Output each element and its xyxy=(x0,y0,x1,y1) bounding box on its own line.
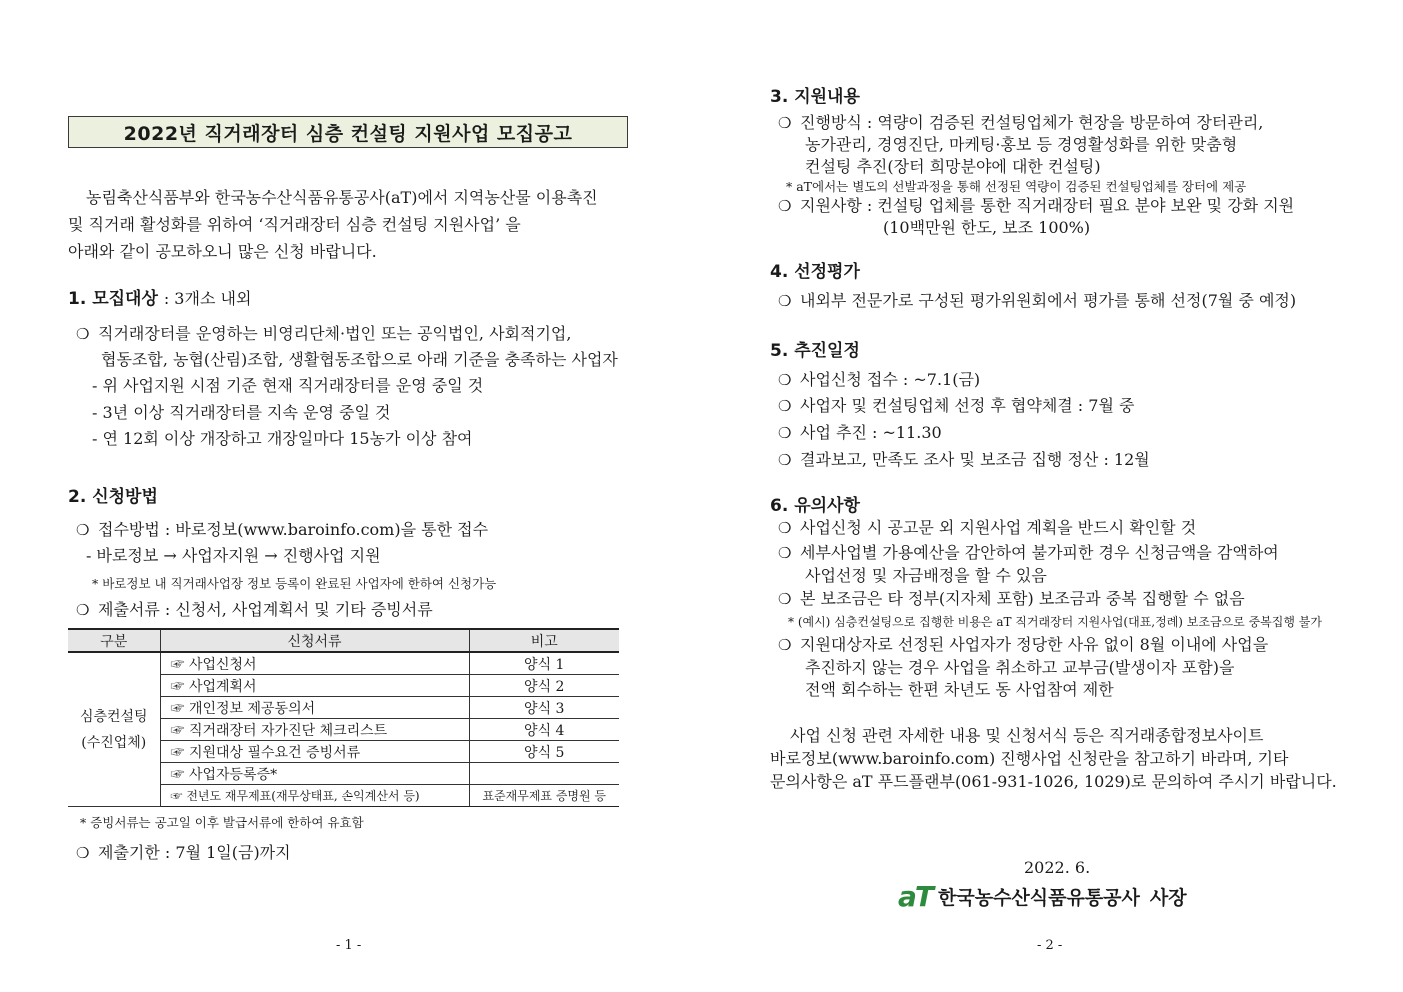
s5-line: ❍ 사업신청 접수 : ~7.1(금) xyxy=(778,370,981,389)
document-item: ☞ 사업계획서 xyxy=(160,675,469,697)
section-4-heading: 4. 선정평가 xyxy=(770,262,860,282)
s6-line: ❍ 본 보조금은 타 정부(지자체 포함) 보조금과 중복 집행할 수 없음 xyxy=(778,589,1245,608)
table-header-row xyxy=(68,629,619,652)
bullet-circle-icon: ❍ xyxy=(778,451,792,469)
bullet-circle-icon: ❍ xyxy=(778,544,792,562)
document-note: 양식 1 xyxy=(469,652,619,675)
page-number: - 2 - xyxy=(1037,938,1063,953)
section-2-heading: 2. 신청방법 xyxy=(68,487,158,507)
issue-date: 2022. 6. xyxy=(1024,858,1091,877)
s3-support-detail: (10백만원 한도, 보조 100%) xyxy=(883,218,1091,237)
bullet-circle-icon: ❍ xyxy=(76,521,90,539)
documents-table xyxy=(68,628,619,807)
bullet-circle-icon: ❍ xyxy=(778,590,792,608)
intro-paragraph xyxy=(68,184,628,265)
bullet-circle-icon: ❍ xyxy=(76,601,90,619)
s3-line: ❍ 진행방식 : 역량이 검증된 컨설팅업체가 현장을 방문하여 장터관리, xyxy=(778,113,1264,132)
intro-line: 농림축산식품부와 한국농수산식품유통공사(aT)에서 지역농산물 이용촉진 xyxy=(86,188,598,207)
s4-line: ❍ 내외부 전문가로 구성된 평가위원회에서 평가를 통해 선정(7월 중 예정) xyxy=(778,291,1297,310)
s3-line: 농가관리, 경영진단, 마케팅·홍보 등 경영활성화를 위한 맞춤형 xyxy=(805,135,1238,154)
bullet-circle-icon: ❍ xyxy=(778,197,792,215)
s1-line: 협동조합, 농협(산림)조합, 생활협동조합으로 아래 기준을 충족하는 사업자 xyxy=(101,350,618,369)
s1-line: ❍ 직거래장터를 운영하는 비영리단체·법인 또는 공익법인, 사회적기업, xyxy=(76,324,572,343)
section-3-heading: 3. 지원내용 xyxy=(770,87,860,107)
category-label: 심층컨설팅 xyxy=(79,708,148,725)
s6-line: 사업선정 및 자금배정을 할 수 있음 xyxy=(805,566,1047,585)
s3-note: * aT에서는 별도의 선발과정을 통해 선정된 역량이 검증된 컨설팅업체를 장터에 제공 xyxy=(786,179,1247,194)
bullet-circle-icon: ❍ xyxy=(778,292,792,310)
bullet-circle-icon: ❍ xyxy=(76,844,90,862)
s5-line: ❍ 사업자 및 컨설팅업체 선정 후 협약체결 : 7월 중 xyxy=(778,396,1135,415)
s1-criteria: - 위 사업지원 시점 기준 현재 직거래장터를 운영 중일 것 xyxy=(92,376,484,395)
document-item: ☞ 지원대상 필수요건 증빙서류 xyxy=(160,741,469,763)
at-logo-icon: aT xyxy=(898,880,932,913)
bullet-circle-icon: ❍ xyxy=(778,371,792,389)
category-cell xyxy=(68,652,160,807)
s6-line: 추진하지 않는 경우 사업을 취소하고 교부금(발생이자 포함)을 xyxy=(805,658,1235,677)
intro-line: 및 직거래 활성화를 위하여 ‘직거래장터 심층 컨설팅 지원사업’ 을 xyxy=(68,215,521,234)
document-note: 양식 3 xyxy=(469,697,619,719)
s6-line: 전액 회수하는 한편 차년도 동 사업참여 제한 xyxy=(805,680,1114,699)
document-note: 표준재무제표 증명원 등 xyxy=(469,785,619,807)
closing-line: 문의사항은 aT 푸드플랜부(061-931-1026, 1029)로 문의하여 주시기 바랍니다. xyxy=(770,772,1337,791)
page-number: - 1 - xyxy=(336,938,362,953)
category-label: (수진업체) xyxy=(81,734,147,751)
closing-line: 사업 신청 관련 자세한 내용 및 신청서식 등은 직거래종합정보사이트 xyxy=(790,726,1264,745)
s5-line: ❍ 결과보고, 만족도 조사 및 보조금 집행 정산 : 12월 xyxy=(778,450,1150,469)
bullet-circle-icon: ❍ xyxy=(778,114,792,132)
table-footnote: * 증빙서류는 공고일 이후 발급서류에 한하여 유효함 xyxy=(80,815,364,830)
intro-line: 아래와 같이 공모하오니 많은 신청 바랍니다. xyxy=(68,242,377,261)
s1-criteria: - 연 12회 이상 개장하고 개장일마다 15농가 이상 참여 xyxy=(92,429,473,448)
s2-path: - 바로정보 → 사업자지원 → 진행사업 지원 xyxy=(86,546,381,565)
bullet-circle-icon: ❍ xyxy=(76,325,90,343)
bullet-circle-icon: ❍ xyxy=(778,636,792,654)
section-1-subtitle: : 3개소 내외 xyxy=(163,289,252,308)
section-1-title: 1. 모집대상 xyxy=(68,289,158,309)
bullet-circle-icon: ❍ xyxy=(778,397,792,415)
bullet-circle-icon: ❍ xyxy=(778,424,792,442)
document-item: ☞ 사업신청서 xyxy=(160,652,469,675)
document-item: ☞ 사업자등록증* xyxy=(160,763,469,785)
document-note xyxy=(469,763,619,785)
s2-note: * 바로정보 내 직거래사업장 정보 등록이 완료된 사업자에 한하여 신청가능 xyxy=(92,576,497,591)
page-1 xyxy=(0,0,700,992)
table-header: 신청서류 xyxy=(160,629,469,652)
s2-line: ❍ 접수방법 : 바로정보(www.baroinfo.com)을 통한 접수 xyxy=(76,520,489,539)
document-item: ☞ 직거래장터 자가진단 체크리스트 xyxy=(160,719,469,741)
table-row xyxy=(68,652,619,675)
s1-criteria: - 3년 이상 직거래장터를 지속 운영 중일 것 xyxy=(92,403,391,422)
section-5-heading: 5. 추진일정 xyxy=(770,341,860,361)
s6-line: ❍ 세부사업별 가용예산을 감안하여 불가피한 경우 신청금액을 감액하여 xyxy=(778,543,1279,562)
document-item: ☞ 개인정보 제공동의서 xyxy=(160,697,469,719)
closing-line: 바로정보(www.baroinfo.com) 진행사업 신청란을 참고하기 바라며, 기타 xyxy=(770,749,1289,768)
document-note: 양식 2 xyxy=(469,675,619,697)
document-title: 2022년 직거래장터 심층 컨설팅 지원사업 모집공고 xyxy=(68,116,628,148)
s5-line: ❍ 사업 추진 : ~11.30 xyxy=(778,423,942,442)
table-header: 비고 xyxy=(469,629,619,652)
s6-note: * (예시) 심층컨설팅으로 집행한 비용은 aT 직거래장터 지원사업(대표,정례) 보조금으로 중복집행 불가 xyxy=(788,615,1322,629)
s2-line: ❍ 제출서류 : 신청서, 사업계획서 및 기타 증빙서류 xyxy=(76,600,433,619)
issuer-signature xyxy=(898,880,1187,913)
s6-line: ❍ 사업신청 시 공고문 외 지원사업 계획을 반드시 확인할 것 xyxy=(778,518,1197,537)
page-2 xyxy=(700,0,1403,992)
section-1-heading xyxy=(68,284,251,309)
table-header: 구분 xyxy=(68,629,160,652)
document-item: ☞ 전년도 재무제표(재무상태표, 손익계산서 등) xyxy=(160,785,469,807)
s6-line: ❍ 지원대상자로 선정된 사업자가 정당한 사유 없이 8월 이내에 사업을 xyxy=(778,635,1269,654)
organization-name: 한국농수산식품유통공사 xyxy=(938,887,1140,909)
organization-rank: 사장 xyxy=(1149,887,1187,909)
s3-support: ❍ 지원사항 : 컨설팅 업체를 통한 직거래장터 필요 분야 보완 및 강화 지원 xyxy=(778,196,1295,215)
bullet-circle-icon: ❍ xyxy=(778,519,792,537)
document-note: 양식 5 xyxy=(469,741,619,763)
s3-line: 컨설팅 추진(장터 희망분야에 대한 컨설팅) xyxy=(805,157,1101,176)
deadline-line: ❍ 제출기한 : 7월 1일(금)까지 xyxy=(76,843,291,862)
document-note: 양식 4 xyxy=(469,719,619,741)
section-6-heading: 6. 유의사항 xyxy=(770,496,860,516)
